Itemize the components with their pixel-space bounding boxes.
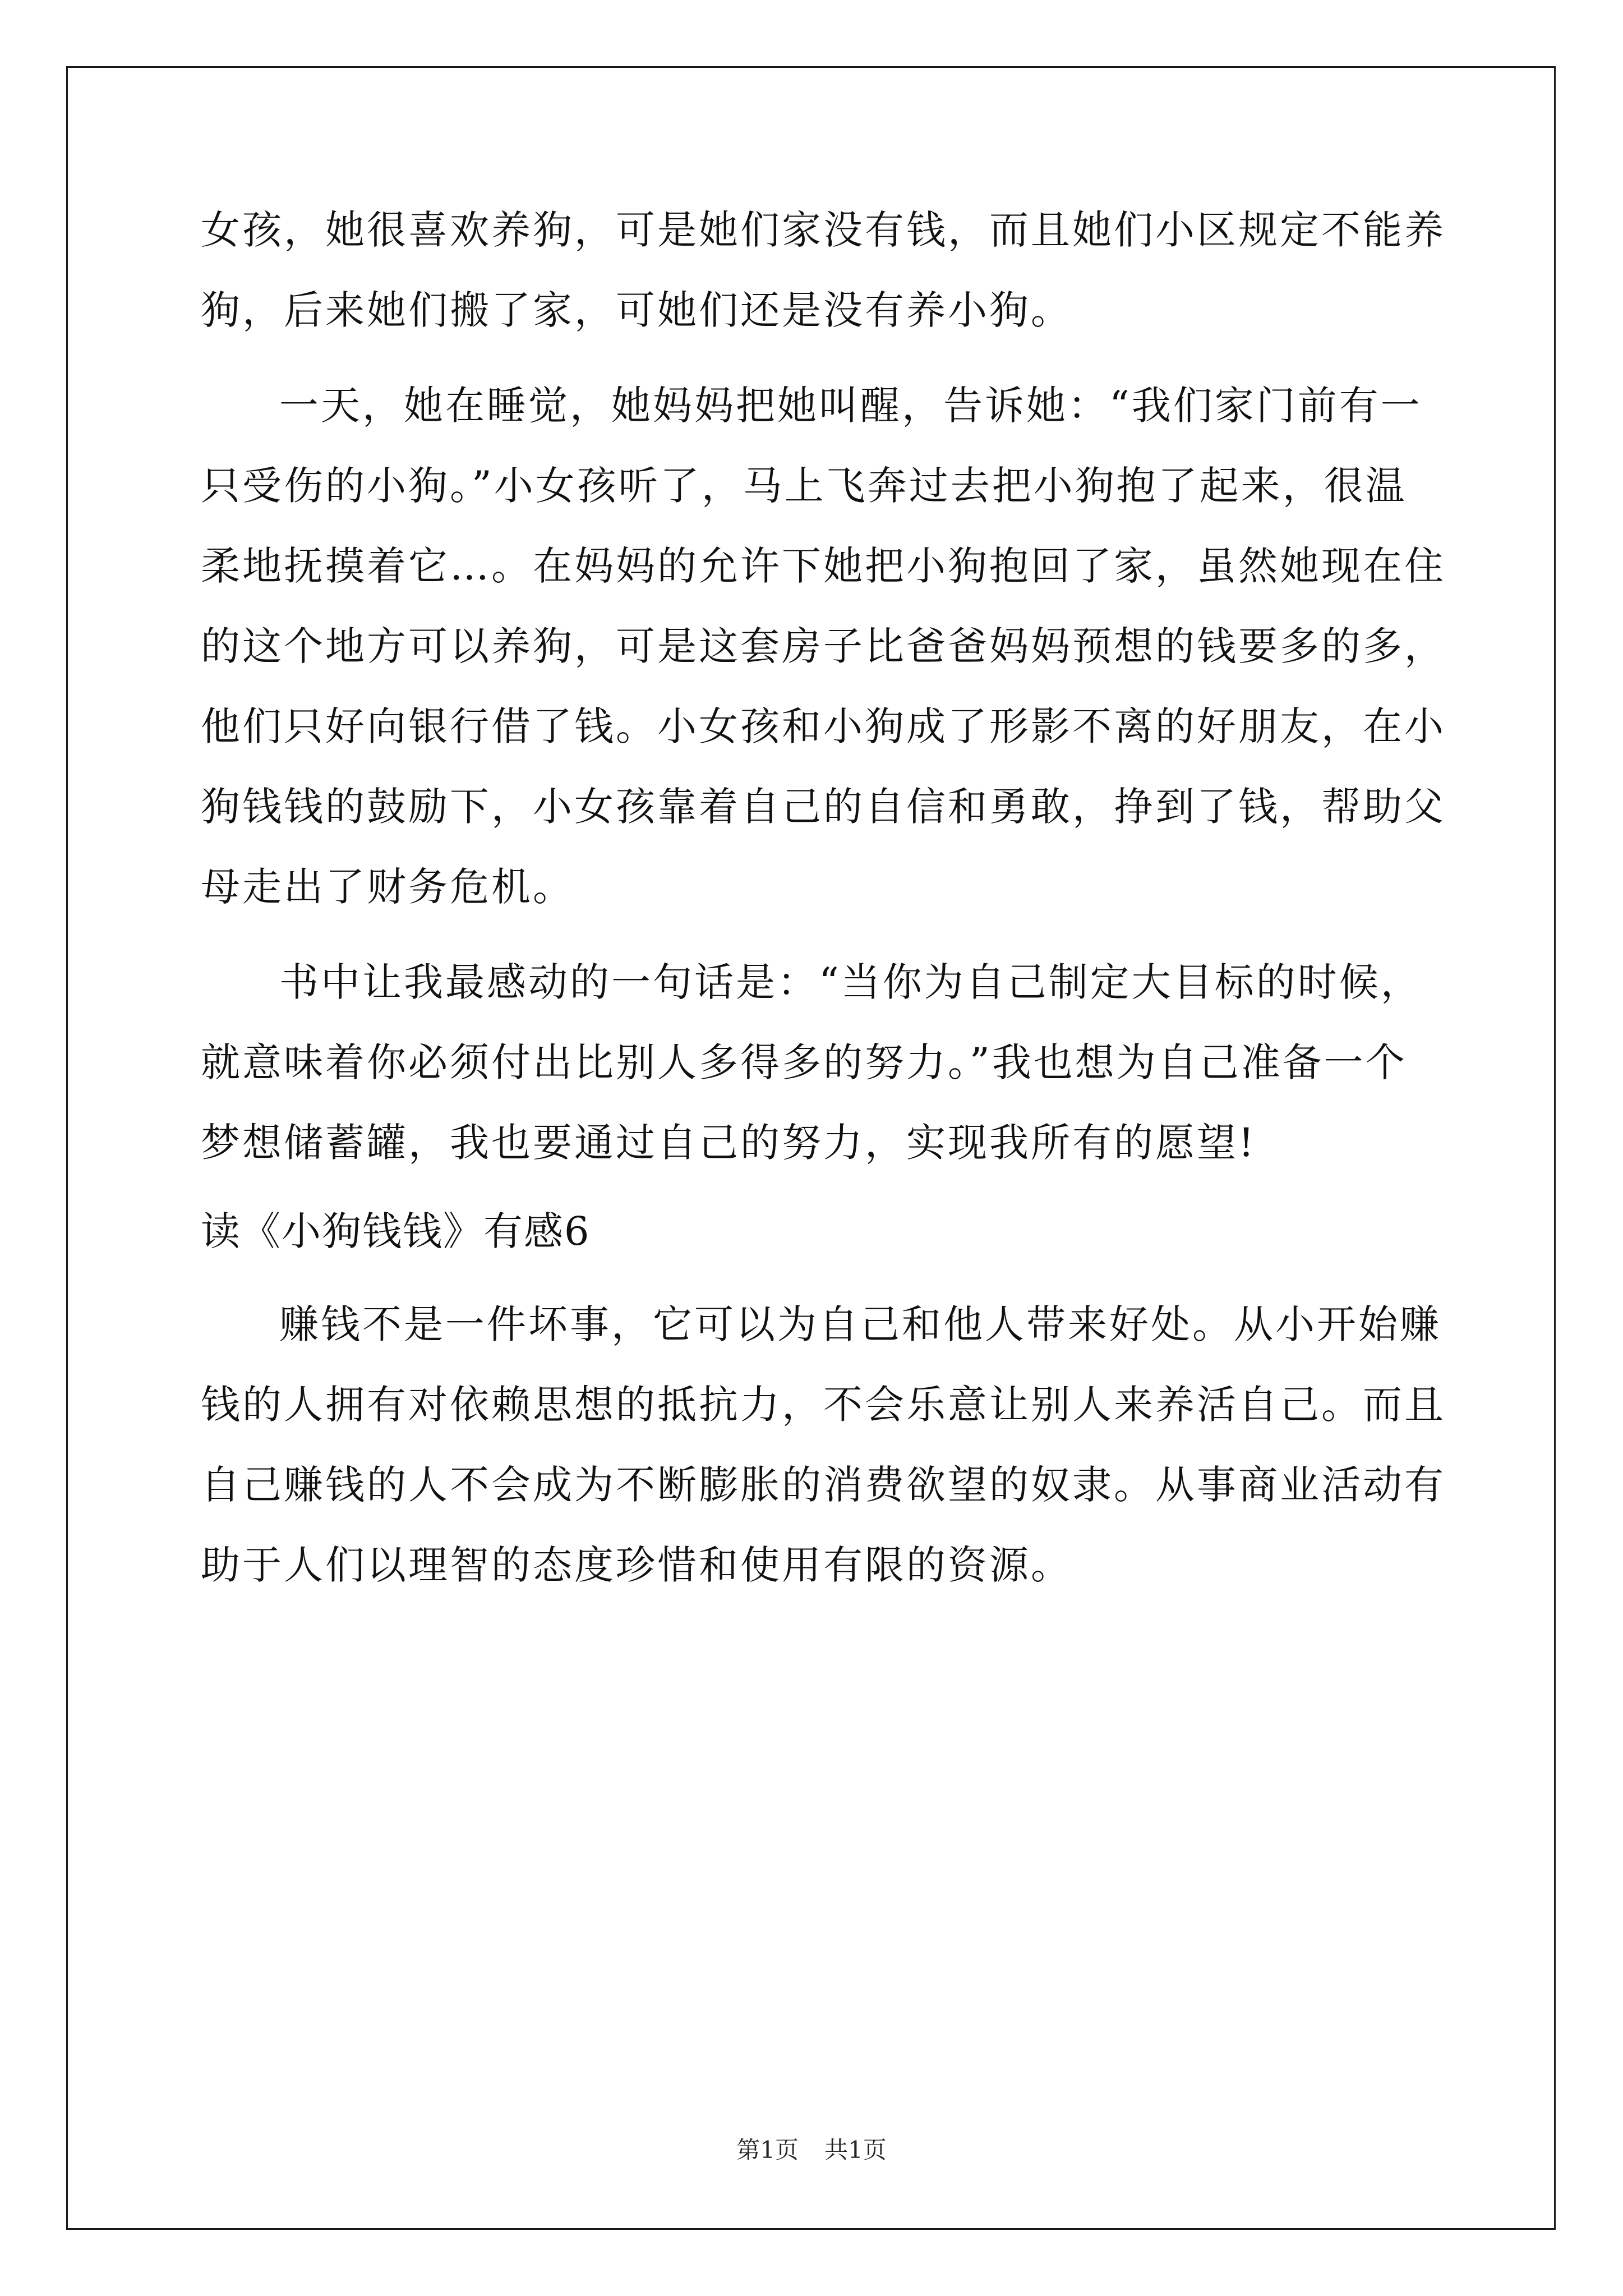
section-heading: 读《小狗钱钱》有感6 <box>201 1208 591 1254</box>
text-line: 就意味着你必须付出比别人多得多的努力。”我也想为自己准备一个 <box>201 1039 1407 1085</box>
page-number-total: 共1页 <box>824 2136 887 2164</box>
text-line: 钱的人拥有对依赖思想的抵抗力，不会乐意让别人来养活自己。而且 <box>201 1382 1446 1428</box>
page-footer <box>0 2138 1623 2162</box>
text-line: 狗，后来她们搬了家，可她们还是没有养小狗。 <box>201 287 1072 333</box>
text-line: 自己赚钱的人不会成为不断膨胀的消费欲望的奴隶。从事商业活动有 <box>201 1462 1446 1508</box>
text-line: 助于人们以理智的态度珍惜和使用有限的资源。 <box>201 1542 1072 1588</box>
text-line: 他们只好向银行借了钱。小女孩和小狗成了形影不离的好朋友，在小 <box>201 703 1446 749</box>
text-line: 的这个地方可以养狗，可是这套房子比爸爸妈妈预想的钱要多的多， <box>201 623 1446 669</box>
text-line: 女孩，她很喜欢养狗，可是她们家没有钱，而且她们小区规定不能养 <box>201 207 1446 253</box>
text-line: 柔地抚摸着它…。在妈妈的允许下她把小狗抱回了家，虽然她现在住 <box>201 543 1446 589</box>
paragraph-first-line: 赚钱不是一件坏事，它可以为自己和他人带来好处。从小开始赚 <box>279 1301 1441 1347</box>
text-line: 母走出了财务危机。 <box>201 864 574 910</box>
paragraph-first-line: 书中让我最感动的一句话是：“当你为自己制定大目标的时候， <box>279 959 1422 1005</box>
text-line: 只受伤的小狗。”小女孩听了，马上飞奔过去把小狗抱了起来，很温 <box>201 463 1407 509</box>
paragraph-first-line: 一天，她在睡觉，她妈妈把她叫醒，告诉她：“我们家门前有一 <box>279 383 1422 429</box>
page-number-current: 第1页 <box>736 2136 799 2164</box>
text-line: 狗钱钱的鼓励下，小女孩靠着自己的自信和勇敢，挣到了钱，帮助父 <box>201 784 1446 830</box>
text-line: 梦想储蓄罐，我也要通过自己的努力，实现我所有的愿望! <box>201 1120 1257 1166</box>
